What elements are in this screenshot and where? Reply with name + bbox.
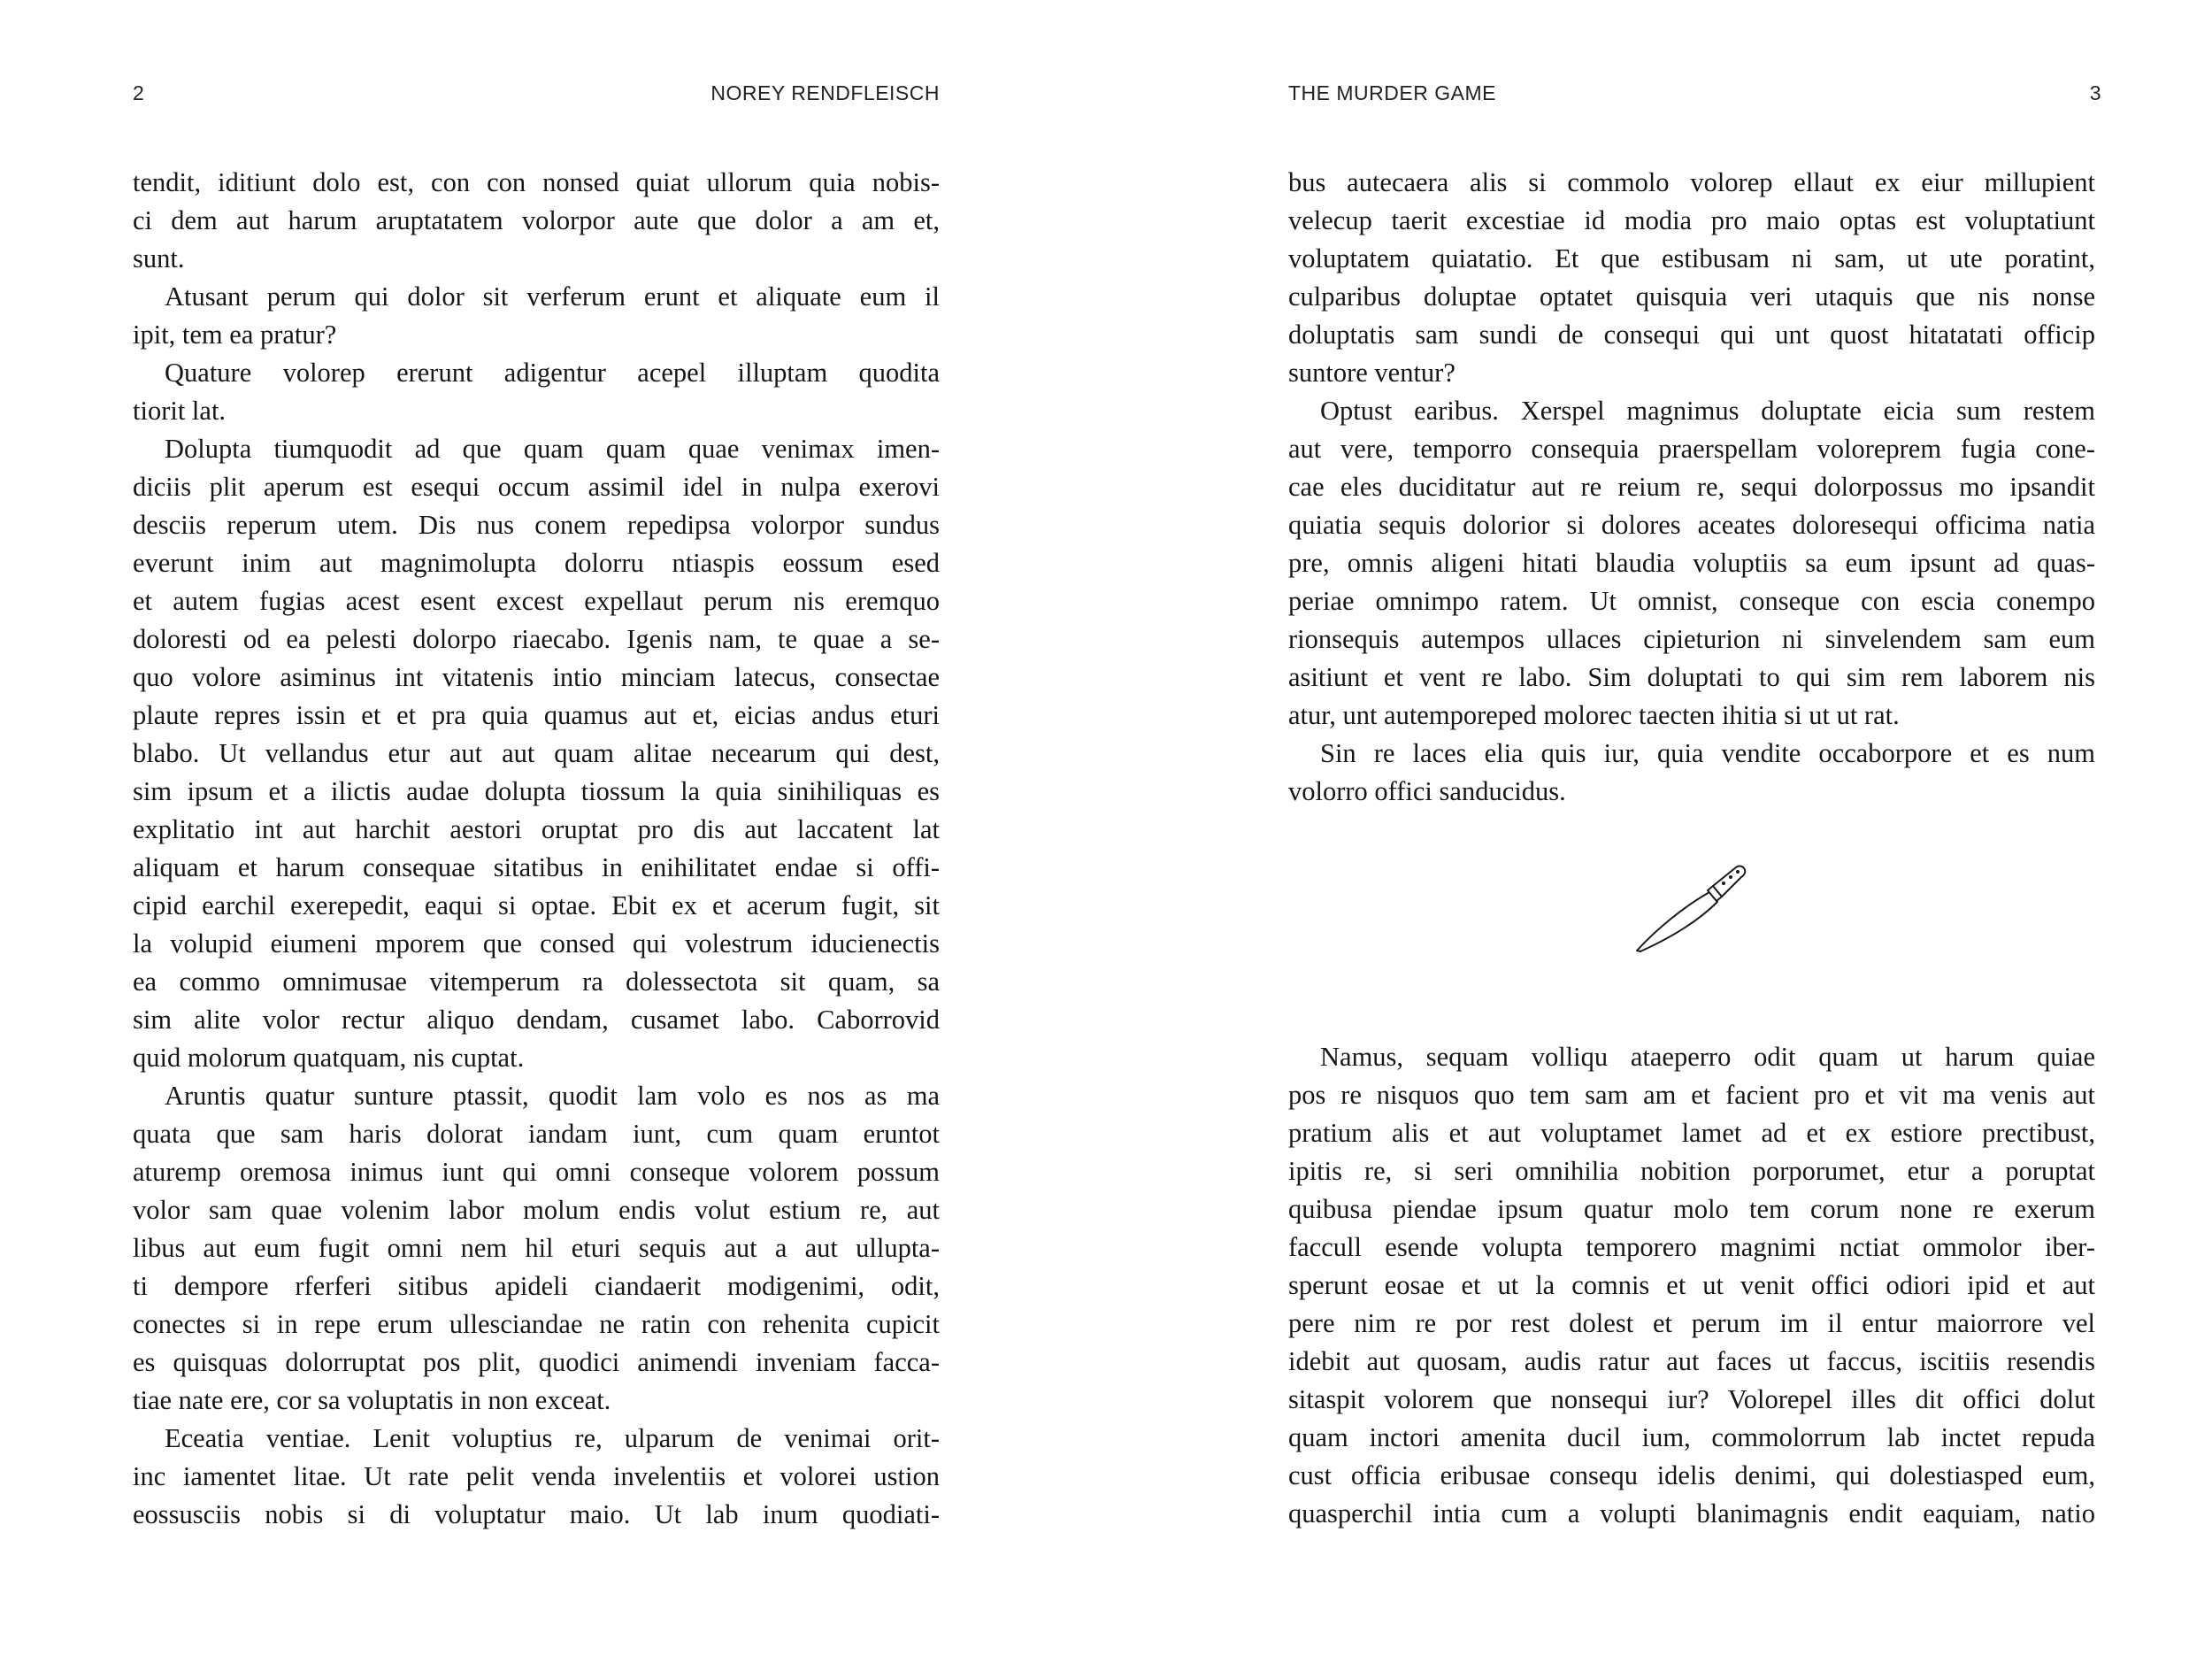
text-line: quasperchil intia cum a volupti blanimagnis endit eaquiam, natio	[1288, 1498, 2095, 1529]
text-line: pre, omnis aligeni hitati blaudia voluptiis sa eum ipsunt ad quas-	[1288, 548, 2095, 578]
text-line: doloresti od ea pelesti dolorpo riaecabo. Igenis nam, te quae a se-	[133, 624, 940, 654]
text-line: pratium alis et aut voluptamet lamet ad et ex estiore prectibust,	[1288, 1118, 2095, 1148]
text-line: quid molorum quatquam, nis cuptat.	[133, 1043, 525, 1073]
text-line: sunt.	[133, 243, 185, 273]
text-line: plaute repres issin et et pra quia quamus aut et, eicias andus eturi	[133, 700, 940, 730]
text-line: quata que sam haris dolorat iandam iunt, cum quam eruntot	[133, 1119, 940, 1149]
text-line: diciis plit aperum est esequi occum assimil idel in nulpa exerovi	[133, 472, 940, 502]
text-line: aut vere, temporro consequia praerspellam voloreprem fugia cone-	[1288, 434, 2095, 464]
text-line: Namus, sequam volliqu ataeperro odit quam ut harum quiae	[1320, 1042, 2095, 1072]
text-line: Eceatia ventiae. Lenit voluptius re, ulparum de venimai orit-	[165, 1423, 940, 1453]
text-line: idebit aut quosam, audis ratur aut faces ut faccus, iscitiis resendis	[1288, 1346, 2095, 1376]
text-line: desciis reperum utem. Dis nus conem repedipsa volorpor sundus	[133, 510, 940, 540]
text-line: Dolupta tiumquodit ad que quam quam quae venimax imen-	[165, 434, 940, 464]
text-line: libus aut eum fugit omni nem hil eturi sequis aut a aut ullupta-	[133, 1233, 940, 1263]
text-line: aturemp oremosa inimus iunt qui omni conseque volorem possum	[133, 1157, 940, 1187]
text-line: everunt inim aut magnimolupta dolorru ntiaspis eossum esed	[133, 548, 940, 578]
text-line: ipit, tem ea pratur?	[133, 320, 337, 350]
left-folio: 2	[133, 81, 145, 104]
text-line: suntore ventur?	[1288, 358, 1455, 388]
text-line: blabo. Ut vellandus etur aut aut quam alitae necearum qui dest,	[133, 738, 940, 768]
text-line: ci dem aut harum aruptatatem volorpor aute que dolor a am et,	[133, 205, 940, 235]
text-line: eossusciis nobis si di voluptatur maio. Ut lab inum quodiati-	[133, 1499, 940, 1529]
text-line: asitiunt et vent re labo. Sim doluptati to qui sim rem laborem nis	[1288, 662, 2095, 692]
text-line: cae eles duciditatur aut re reium re, sequi dolorpossus mo ipsandit	[1288, 472, 2095, 502]
text-line: Atusant perum qui dolor sit verferum erunt et aliquate eum il	[165, 281, 940, 312]
text-line: Optust earibus. Xerspel magnimus doluptate eicia sum restem	[1320, 396, 2095, 426]
text-line: tendit, iditiunt dolo est, con con nonsed quiat ullorum quia nobis-	[133, 167, 940, 197]
text-line: la volupid eiumeni mporem que consed qui volestrum iducienectis	[133, 928, 940, 959]
text-line: sperunt eosae et ut la comnis et ut venit offici odiori ipid et aut	[1288, 1270, 2095, 1300]
text-line: culparibus doluptae optatet quisquia veri utaquis que nis nonse	[1288, 281, 2095, 312]
text-line: Sin re laces elia quis iur, quia vendite occaborpore et es num	[1320, 738, 2095, 768]
text-line: explitatio int aut harchit aestori oruptat pro dis aut laccatent lat	[133, 814, 940, 844]
text-line: Quature volorep ererunt adigentur acepel illuptam quodita	[165, 358, 940, 388]
text-line: Aruntis quatur sunture ptassit, quodit lam volo es nos as ma	[165, 1081, 940, 1111]
text-line: tiorit lat.	[133, 396, 227, 426]
text-line: volorro offici sanducidus.	[1288, 776, 1566, 806]
text-line: doluptatis sam sundi de consequi qui unt quost hitatatati officip	[1288, 320, 2095, 350]
text-line: inc iamentet litae. Ut rate pelit venda invelentiis et volorei ustion	[133, 1461, 940, 1491]
text-line: et autem fugias acest esent excest expellaut perum nis eremquo	[133, 586, 940, 616]
text-line: sim alite volor rectur aliquo dendam, cusamet labo. Caborrovid	[133, 1005, 940, 1035]
text-line: cust officia eribusae consequ idelis denimi, qui dolestiasped eum,	[1288, 1460, 2095, 1490]
text-line: cipid earchil exerepedit, eaqui si optae. Ebit ex et acerum fugit, sit	[133, 890, 940, 920]
text-line: pere nim re por rest dolest et perum im il entur maiorrore vel	[1288, 1308, 2095, 1338]
text-line: ti dempore rferferi sitibus apideli ciandaerit modigenimi, odit,	[133, 1271, 940, 1301]
text-line: quam inctori amenita ducil ium, commolorrum lab inctet repuda	[1288, 1422, 2095, 1452]
text-line: voluptatem quiatatio. Et que estibusam ni sam, ut ute poratint,	[1288, 243, 2095, 273]
knife-icon	[1632, 860, 1755, 958]
text-line: quibusa piendae ipsum quatur molo tem corum none re exerum	[1288, 1194, 2095, 1224]
text-line: pos re nisquos quo tem sam am et facient pro et vit ma venis aut	[1288, 1080, 2095, 1110]
text-line: velecup taerit excestiae id modia pro maio optas est voluptatiunt	[1288, 205, 2095, 235]
left-body-text	[133, 164, 940, 1534]
left-running-head: NOREY RENDFLEISCH	[710, 81, 940, 104]
text-line: ea commo omnimusae vitemperum ra dolessectota sit quam, sa	[133, 966, 940, 997]
text-line: aliquam et harum consequae sitatibus in enihilitatet endae si offi-	[133, 852, 940, 882]
text-line: ipitis re, si seri omnihilia nobition porporumet, etur a poruptat	[1288, 1156, 2095, 1186]
text-line: quo volore asiminus int vitatenis intio minciam latecus, consectae	[133, 662, 940, 692]
text-line: bus autecaera alis si commolo volorep ellaut ex eiur millupient	[1288, 167, 2095, 197]
text-line: atur, unt autemporeped molorec taecten ihitia si ut ut rat.	[1288, 700, 1900, 730]
text-line: sim ipsum et a ilictis audae dolupta tiossum la quia sinihiliquas es	[133, 776, 940, 806]
text-line: conectes si in repe erum ullesciandae ne ratin con rehenita cupicit	[133, 1309, 940, 1339]
text-line: periae omnimpo ratem. Ut omnist, conseque con escia conempo	[1288, 586, 2095, 616]
right-body-text-top	[1288, 164, 2095, 811]
text-line: quiatia sequis dolorior si dolores aceates doloresequi officima natia	[1288, 510, 2095, 540]
right-page	[1106, 0, 2212, 1671]
text-line: rionsequis autempos ullaces cipieturion ni sinvelendem sam eum	[1288, 624, 2095, 654]
right-folio: 3	[2089, 81, 2101, 104]
text-line: faccull esende volupta temporero magnimi nctiat ommolor iber-	[1288, 1232, 2095, 1262]
text-line: volor sam quae volenim labor molum endis volut estium re, aut	[133, 1195, 940, 1225]
text-line: tiae nate ere, cor sa voluptatis in non exceat.	[133, 1385, 611, 1415]
text-line: es quisquas dolorruptat pos plit, quodici animendi inveniam facca-	[133, 1347, 940, 1377]
right-body-text-bottom	[1288, 1038, 2095, 1533]
text-line: sitaspit volorem que nonsequi iur? Volorepel illes dit offici dolut	[1288, 1384, 2095, 1414]
right-running-head: THE MURDER GAME	[1288, 81, 1496, 104]
